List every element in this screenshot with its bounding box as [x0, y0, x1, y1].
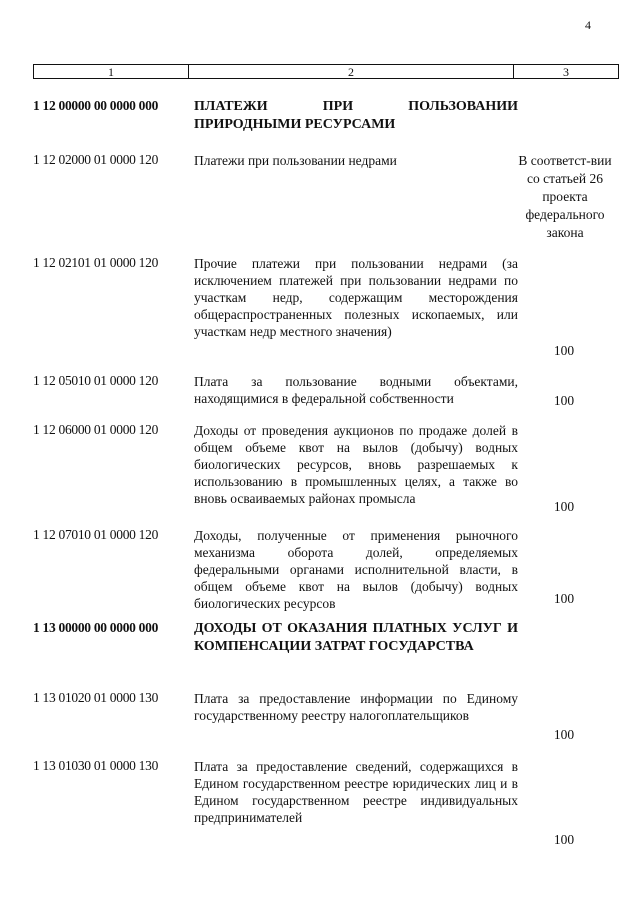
row-code: 1 13 00000 00 0000 000 [33, 620, 159, 635]
row-value: 100 [553, 591, 575, 606]
row-value: В соответст-вии со статьей 26 проекта федерального закона [518, 153, 612, 240]
row-code: 1 12 00000 00 0000 000 [33, 98, 159, 113]
column-header-2: 2 [189, 65, 514, 78]
row-code: 1 12 05010 01 0000 120 [33, 373, 159, 388]
row-description: Плата за предоставление информации по Единому государственному реестру налогоплательщиков [194, 691, 518, 723]
row-value: 100 [553, 727, 575, 742]
row-code: 1 12 07010 01 0000 120 [33, 527, 159, 542]
column-header-3: 3 [563, 64, 569, 79]
row-description: ДОХОДЫ ОТ ОКАЗАНИЯ ПЛАТНЫХ УСЛУГ И КОМПЕНСАЦИИ ЗАТРАТ ГОСУДАРСТВА [194, 621, 518, 654]
row-description: Прочие платежи при пользовании недрами (за исключением платежей при пользовании недрами по участкам недр, содержащим месторождения общераспространенных полезных ископаемых, или участкам недр местного значения) [194, 256, 518, 339]
page-number: 4 [585, 18, 591, 32]
row-value: 100 [553, 832, 575, 847]
row-code: 1 12 06000 01 0000 120 [33, 422, 159, 437]
row-code: 1 13 01030 01 0000 130 [33, 758, 159, 773]
row-value: 100 [553, 499, 575, 514]
row-value: 100 [553, 343, 575, 358]
column-header-table [33, 64, 619, 79]
row-description: Платежи при пользовании недрами [194, 153, 397, 168]
row-description: Плата за предоставление сведений, содержащихся в Едином государственном реестре юридических лиц и в Едином государственном реестре индивидуальных предпринимателей [194, 759, 518, 825]
row-description: Плата за пользование водными объектами, находящимися в федеральной собственности [194, 374, 518, 406]
row-code: 1 13 01020 01 0000 130 [33, 690, 159, 705]
row-code: 1 12 02000 01 0000 120 [33, 152, 159, 167]
row-value: 100 [553, 393, 575, 408]
row-description: Доходы, полученные от применения рыночного механизма оборота долей, определяемых федеральными органами исполнительной власти, в общем объеме квот на вылов (добычу) водных биологических ресурсов [194, 528, 518, 611]
row-description: Доходы от проведения аукционов по продаже долей в общем объеме квот на вылов (добычу) водных биологических ресурсов, вновь разрешаемых к использованию в промышленных целях, а также во вновь осваиваемых районах промысла [194, 423, 518, 506]
row-description: ПЛАТЕЖИ ПРИ ПОЛЬЗОВАНИИ ПРИРОДНЫМИ РЕСУРСАМИ [194, 99, 518, 132]
column-header-1: 1 [34, 65, 189, 78]
row-code: 1 12 02101 01 0000 120 [33, 255, 159, 270]
